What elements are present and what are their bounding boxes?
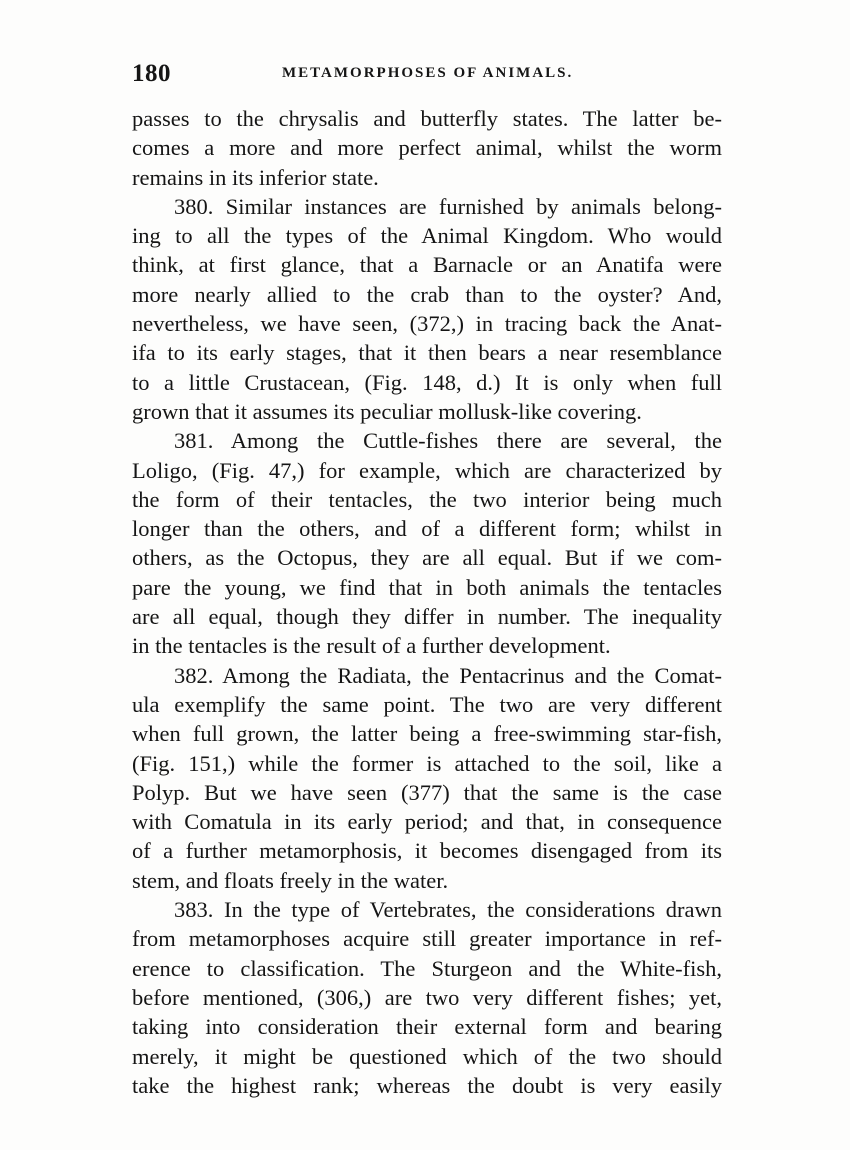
- text-line: nevertheless, we have seen, (372,) in tracing back the Anat-: [132, 311, 722, 337]
- running-head: [132, 60, 724, 88]
- text-line: in the tentacles is the result of a further development.: [132, 633, 611, 659]
- text-line: with Comatula in its early period; and that, in consequence: [132, 809, 722, 835]
- text-line: more nearly allied to the crab than to the oyster? And,: [132, 281, 722, 307]
- body-text: [132, 104, 722, 1100]
- text-line: Polyp. But we have seen (377) that the same is the case: [132, 779, 722, 805]
- paragraph-381-start: 381. Among the Cuttle-fishes there are several, the: [174, 428, 722, 454]
- page-number: 180: [132, 60, 171, 87]
- text-line: Loligo, (Fig. 47,) for example, which are characterized by: [132, 457, 722, 483]
- text-line: longer than the others, and of a different form; whilst in: [132, 516, 722, 542]
- text-line: others, as the Octopus, they are all equal. But if we com-: [132, 545, 722, 571]
- text-line: comes a more and more perfect animal, whilst the worm: [132, 135, 722, 161]
- text-line: are all equal, though they differ in number. The inequality: [132, 604, 722, 630]
- text-line: taking into consideration their external form and bearing: [132, 1014, 722, 1040]
- text-line: when full grown, the latter being a free-swimming star-fish,: [132, 721, 722, 747]
- text-line: before mentioned, (306,) are two very different fishes; yet,: [132, 984, 722, 1010]
- paragraph-383-start: 383. In the type of Vertebrates, the considerations drawn: [174, 897, 722, 923]
- text-line: ifa to its early stages, that it then bears a near resemblance: [132, 340, 722, 366]
- text-line: ula exemplify the same point. The two are very different: [132, 691, 722, 717]
- text-line: merely, it might be questioned which of the two should: [132, 1043, 722, 1069]
- text-line: to a little Crustacean, (Fig. 148, d.) It is only when full: [132, 369, 722, 395]
- text-line: of a further metamorphosis, it becomes disengaged from its: [132, 838, 722, 864]
- text-line: ing to all the types of the Animal Kingdom. Who would: [132, 223, 722, 249]
- running-title: METAMORPHOSES OF ANIMALS.: [282, 65, 574, 81]
- text-line: take the highest rank; whereas the doubt is very easily: [132, 1072, 722, 1098]
- text-line: (Fig. 151,) while the former is attached to the soil, like a: [132, 750, 722, 776]
- text-line: the form of their tentacles, the two interior being much: [132, 486, 722, 512]
- text-line: pare the young, we find that in both animals the tentacles: [132, 574, 722, 600]
- text-line: erence to classification. The Sturgeon and the White-fish,: [132, 955, 722, 981]
- text-line: grown that it assumes its peculiar mollusk-like covering.: [132, 398, 642, 424]
- paragraph-380-start: 380. Similar instances are furnished by animals belong-: [174, 193, 722, 219]
- paragraph-382-start: 382. Among the Radiata, the Pentacrinus and the Comat-: [174, 662, 722, 688]
- text-line: stem, and floats freely in the water.: [132, 867, 449, 893]
- text-line: from metamorphoses acquire still greater importance in ref-: [132, 926, 722, 952]
- text-line: passes to the chrysalis and butterfly states. The latter be-: [132, 106, 722, 131]
- text-line: think, at first glance, that a Barnacle or an Anatifa were: [132, 252, 722, 278]
- text-line: remains in its inferior state.: [132, 164, 379, 190]
